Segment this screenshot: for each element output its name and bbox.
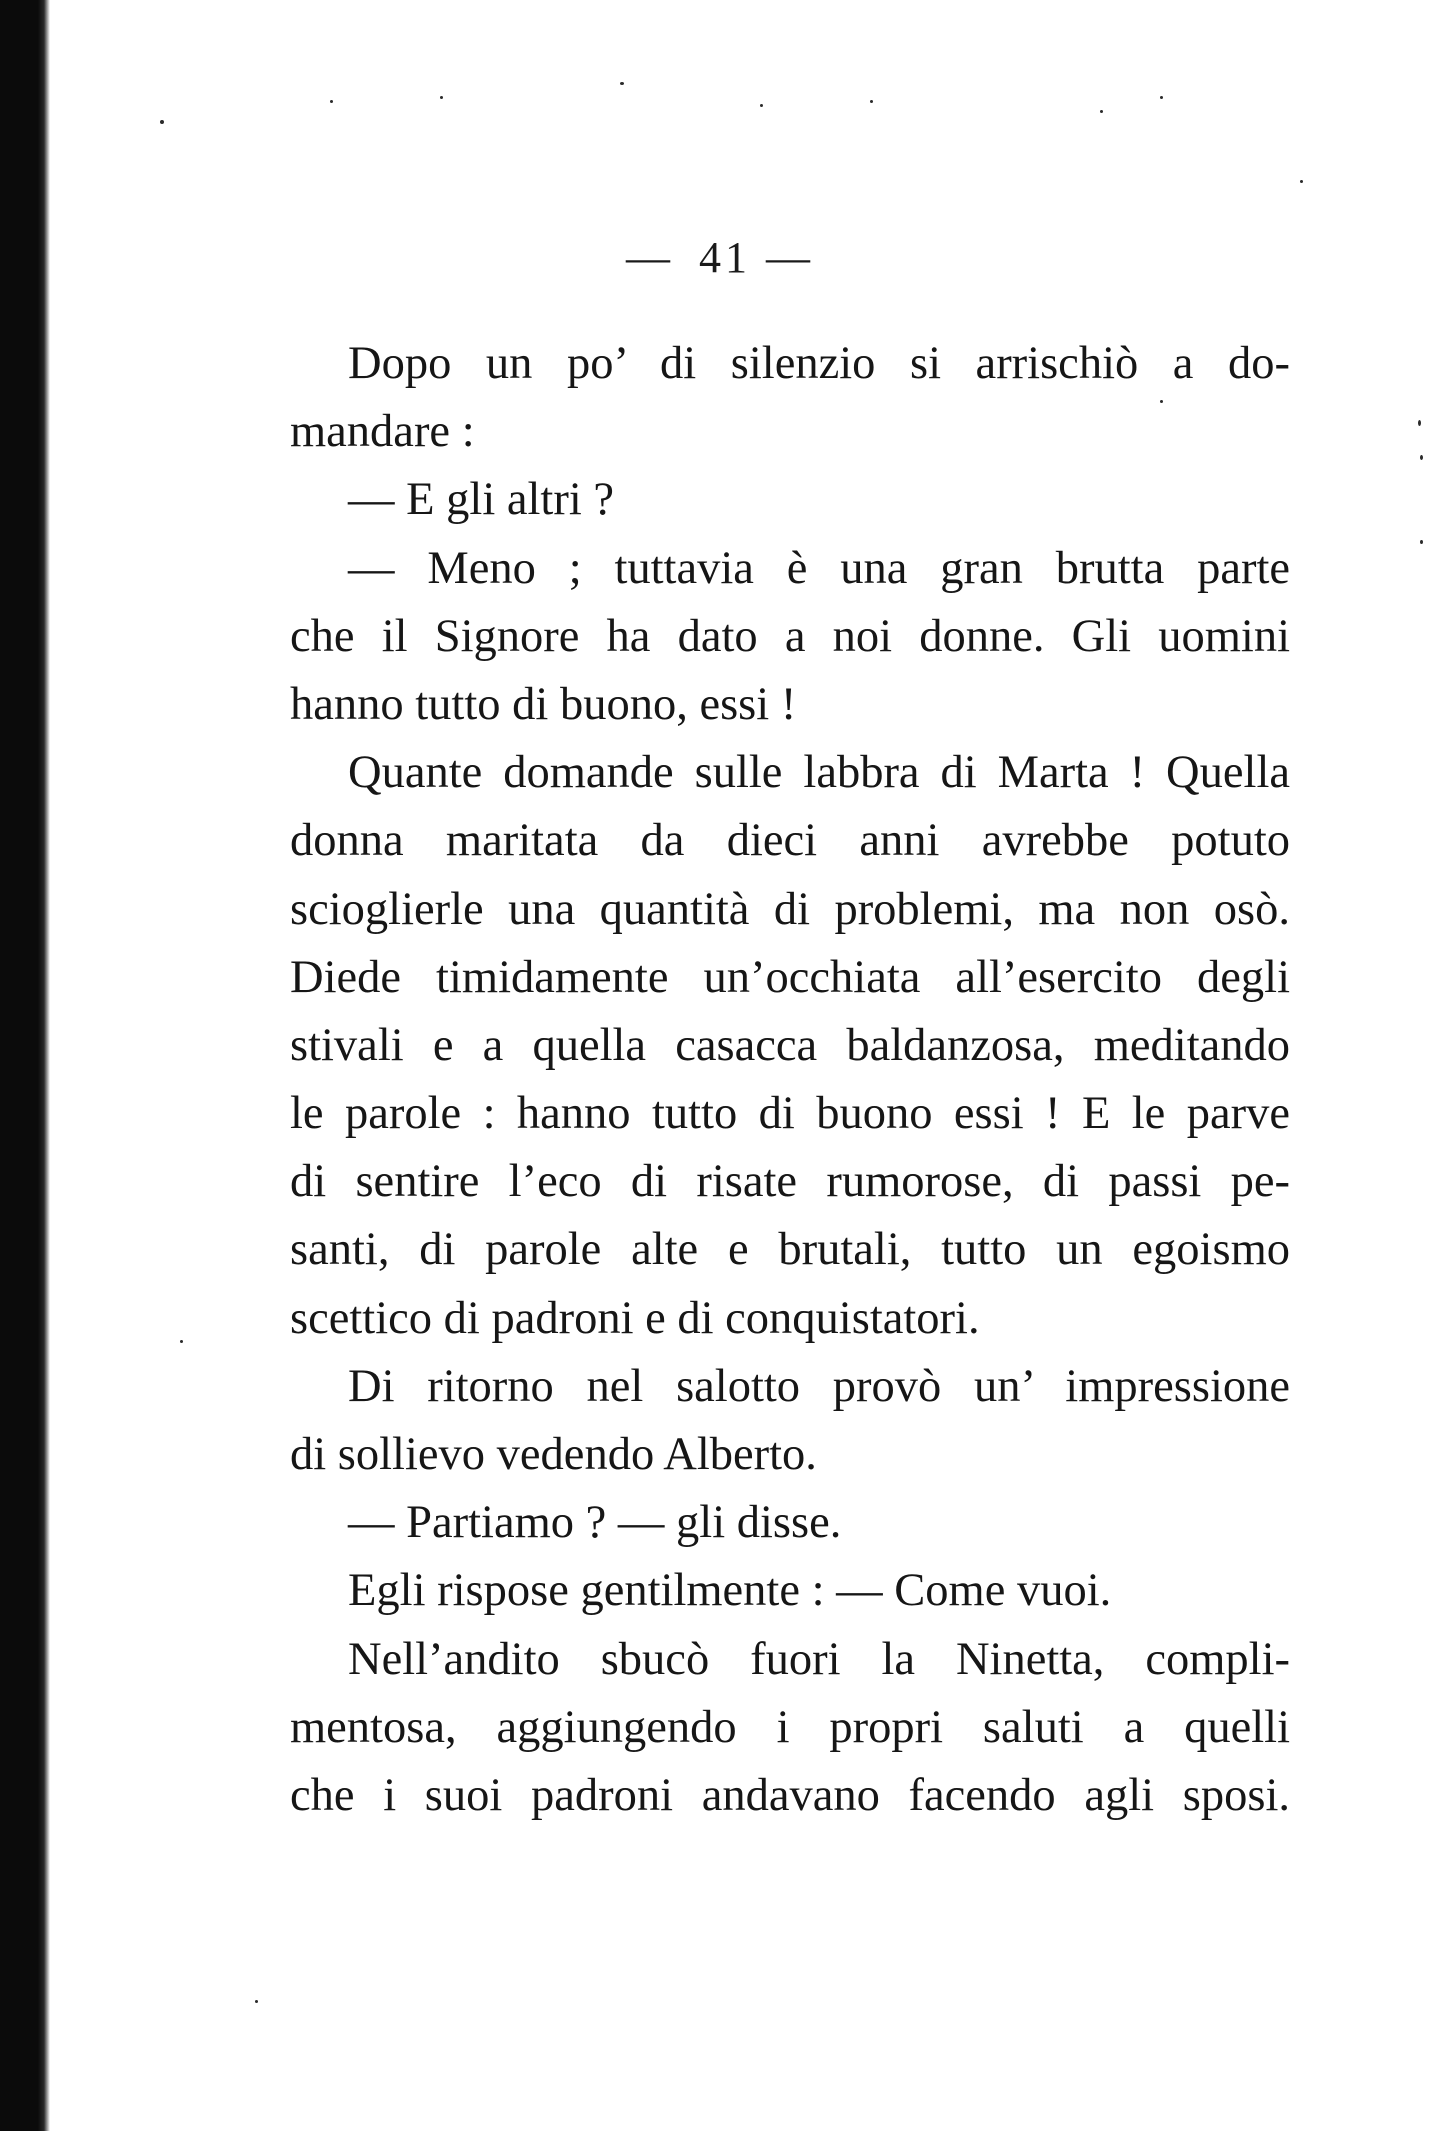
text-line: donna maritata da dieci anni avrebbe potuto (290, 815, 1290, 867)
scan-speck (255, 2000, 258, 2003)
scan-speck (1418, 420, 1421, 426)
text-line: stivali e a quella casacca baldanzosa, meditando (290, 1019, 1290, 1071)
scan-speck (1420, 540, 1423, 544)
body-text (290, 330, 1290, 1830)
text-line: che i suoi padroni andavano facendo agli sposi. (290, 1769, 1290, 1821)
scan-speck (760, 104, 763, 107)
scan-speck (620, 82, 624, 85)
scan-speck (1100, 110, 1103, 113)
text-line: — Partiamo ? — gli disse. (348, 1497, 842, 1549)
text-line: mentosa, aggiungendo i propri saluti a quelli (290, 1701, 1290, 1753)
text-line: scettico di padroni e di conquistatori. (290, 1292, 980, 1344)
text-line: di sollievo vedendo Alberto. (290, 1429, 817, 1480)
scan-speck (330, 100, 333, 103)
scan-speck (440, 96, 443, 99)
page-number-value: 41 (699, 233, 751, 282)
scan-speck (1160, 400, 1163, 403)
scan-speck (1300, 180, 1303, 183)
text-line: — Meno ; tuttavia è una gran brutta parte (348, 542, 1290, 594)
text-line: le parole : hanno tutto di buono essi ! E le parve (290, 1088, 1290, 1140)
scan-speck (870, 100, 873, 103)
text-line: santi, di parole alte e brutali, tutto un egoismo (290, 1224, 1290, 1276)
text-line: di sentire l’eco di risate rumorose, di passi pe- (290, 1156, 1290, 1208)
text-line: Di ritorno nel salotto provò un’ impressione (348, 1360, 1290, 1412)
text-line: mandare : (290, 406, 475, 458)
text-line: che il Signore ha dato a noi donne. Gli uomini (290, 610, 1290, 662)
text-line: Quante domande sulle labbra di Marta ! Quella (348, 747, 1290, 799)
text-line: Nell’andito sbucò fuori la Ninetta, compli- (348, 1633, 1290, 1685)
scan-speck (1160, 96, 1163, 99)
text-line: — E gli altri ? (348, 474, 615, 526)
scan-speck (180, 1340, 183, 1343)
scan-speck (1420, 455, 1423, 460)
text-line: Dopo un po’ di silenzio si arrischiò a do- (348, 338, 1290, 389)
text-line: scioglierle una quantità di problemi, ma non osò. (290, 883, 1290, 935)
text-line: hanno tutto di buono, essi ! (290, 678, 797, 730)
page-number: — 41 — (626, 233, 814, 282)
book-spine-edge (0, 0, 50, 2131)
text-line: Diede timidamente un’occhiata all’esercito degli (290, 951, 1290, 1003)
scan-speck (160, 120, 164, 124)
text-line: Egli rispose gentilmente : — Come vuoi. (348, 1565, 1112, 1617)
